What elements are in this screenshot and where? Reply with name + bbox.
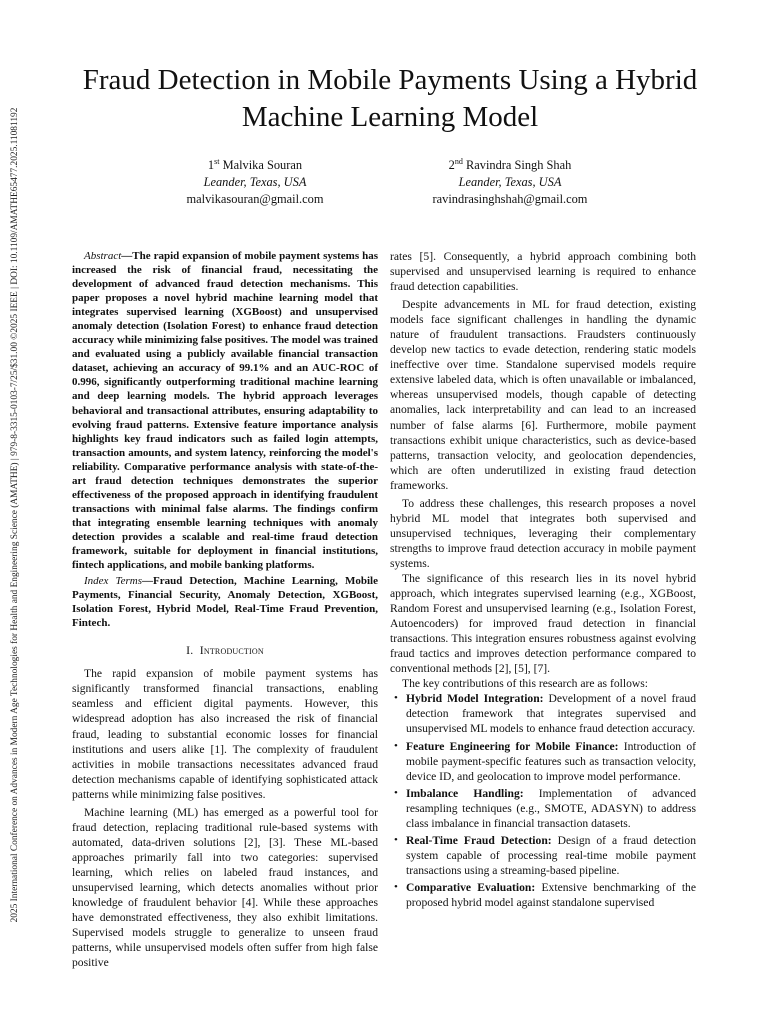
bullet-icon: •	[394, 739, 398, 752]
list-item	[390, 691, 696, 736]
author-ordinal: 2	[448, 158, 455, 173]
author-email: ravindrasinghshah@gmail.com	[432, 192, 588, 207]
author-affiliation: Leander, Texas, USA	[458, 175, 562, 190]
contribution-text: Design of a fraud detection system capable of processing real-time mobile payment transactions using a streaming-based pipeline.	[406, 833, 697, 877]
index-terms	[72, 574, 378, 630]
abstract	[72, 249, 378, 572]
contribution-label: Hybrid Model Integration:	[406, 692, 544, 706]
section-number: I.	[186, 643, 194, 658]
author-name-text: Malvika Souran	[222, 158, 303, 173]
bullet-icon: •	[394, 880, 398, 893]
abstract-lead: Abstract	[84, 250, 122, 262]
contribution-label: Feature Engineering for Mobile Finance:	[406, 739, 619, 753]
contributions-list	[390, 691, 696, 910]
body-paragraph: To address these challenges, this research proposes a novel hybrid ML model that integrates both supervised and unsupervised techniques, leveraging their complementary strengths to improve fraud detection accuracy in mobile payment systems.	[390, 496, 696, 570]
author-ordinal-suffix: st	[214, 157, 220, 166]
contribution-text: Implementation of advanced resampling techniques (e.g., SMOTE, ADASYN) to address class imbalance in financial transaction datasets.	[406, 786, 696, 830]
list-item	[390, 739, 696, 784]
list-item	[390, 880, 696, 910]
body-paragraph: rates [5]. Consequently, a hybrid approach combining both supervised and unsupervised learning is required to enhance fraud detection capabilities.	[390, 250, 696, 294]
body-paragraph: The key contributions of this research are as follows:	[402, 677, 648, 691]
copyright-side-note	[4, 60, 30, 970]
author-email: malvikasouran@gmail.com	[186, 192, 324, 207]
author-block-1	[125, 153, 385, 208]
bullet-icon: •	[394, 692, 398, 705]
contribution-label: Imbalance Handling:	[406, 786, 524, 800]
author-name	[380, 153, 640, 174]
abstract-text: —The rapid expansion of mobile payment systems has increased the risk of financial fraud, necessitating the development of advanced fraud detection mechanisms. This paper proposes a novel hybrid machine learning model that integrates supervised learning (XGBoost) and unsupervised anomaly detection (Isolation Forest) to enhance fraud detection accuracy while minimizing false positives. The model was trained and evaluated using a publicly available financial transaction dataset, achieving an accuracy of 99.1% and an AUC-ROC of 0.996, significantly outperforming traditional machine learning and deep learning models. The hybrid approach leverages behavioral and transactional attributes, ensuring adaptability to evolving fraud patterns. Extensive feature importance analysis highlights key fraud indicators such as failed login attempts, transaction amounts, and system latency, reinforcing the model's reliability. Comparative performance analysis with state-of-the-art fraud detection techniques demonstrates the superior effectiveness of the proposed approach in identifying fraudulent transactions with minimal false alarms. The findings confirm that integrating ensemble learning techniques with anomaly detection provides a scalable and real-time fraud detection framework, suitable for deployment in financial institutions, fintech applications, and mobile banking platforms.	[72, 250, 378, 572]
bullet-icon: •	[394, 786, 398, 799]
author-ordinal-suffix: nd	[454, 157, 463, 166]
list-item	[390, 786, 696, 831]
list-item	[390, 833, 696, 878]
section-title: Introduction	[199, 643, 264, 658]
body-paragraph: The significance of this research lies in its novel hybrid approach, which integrates supervised learning (e.g., XGBoost, Random Forest and unsupervised learning (e.g., Isolation Forest, Autoencoders) for improved fraud detection in financial transactions. This integration ensures robustness against evolving fraud tactics and improves detection performance compared to conventional methods [2], [5], [7].	[390, 571, 696, 676]
index-terms-lead: Index Terms	[84, 575, 142, 588]
body-paragraph: Machine learning (ML) has emerged as a powerful tool for fraud detection, replacing traditional rule-based systems with automated, data-driven solutions [2], [3]. These ML-based approaches primarily fall into two categories: supervised learning, which relies on labeled fraud instances, and unsupervised learning, which detects anomalies without prior knowledge of fraudulent behavior [4]. While these approaches have demonstrated effectiveness, they also exhibit limitations. Supervised models struggle to generalize to unseen fraud patterns, while unsupervised models often suffer from high false positive	[72, 805, 378, 970]
left-column	[72, 249, 378, 970]
author-name-text: Ravindra Singh Shah	[465, 158, 572, 173]
body-paragraph: The rapid expansion of mobile payment systems has significantly transformed financial transactions, enabling seamless and efficient digital payments. However, this widespread adoption has also increased the risk of financial fraud, leading to substantial economic losses for financial institutions and users alike [1]. The complexity of fraudulent activities in mobile transactions necessitates advanced fraud detection mechanisms capable of identifying sophisticated attack patterns while minimizing false positives.	[72, 667, 378, 801]
contribution-text: Extensive benchmarking of the proposed hybrid model against standalone supervised	[406, 880, 697, 909]
index-terms-text: —Fraud Detection, Machine Learning, Mobile Payments, Financial Security, Anomaly Detection, XGBoost, Isolation Forest, Hybrid Model, Real-Time Fraud Prevention, Fintech.	[72, 575, 378, 630]
body-paragraph: Despite advancements in ML for fraud detection, existing models face significant challenges in handling the dynamic nature of fraudulent transactions. Fraudsters continuously develop new tactics to evade detection, rendering static models ineffective over time. Standalone supervised models require extensive labeled data, which is often unavailable or imbalanced, whereas unsupervised models, though capable of detecting anomalies, lack interpretability and can lead to an increased number of false alarms [6]. Furthermore, mobile payment transactions exhibit unique characteristics, such as device-based patterns, transaction velocity, and geolocation dependencies, which are often underutilized in existing fraud detection frameworks.	[390, 298, 696, 492]
bullet-icon: •	[394, 833, 398, 846]
author-name	[125, 153, 385, 174]
contribution-text: Development of a novel fraud detection framework that integrates supervised and unsupervised ML models to enhance fraud detection accuracy.	[406, 692, 696, 736]
author-block-2	[380, 153, 640, 208]
contribution-label: Real-Time Fraud Detection:	[406, 833, 552, 847]
copyright-text: 2025 International Conference on Advances in Modern Age Technologies for Health and Engineering Science (AMATHE) | 979-8-3315-0103-7/25/$31.00 ©2025 IEEE | DOI: 10.1109/AMATHE65477.2025.11081192	[10, 107, 20, 923]
paper-title: Fraud Detection in Mobile Payments Using a Hybrid Machine Learning Model	[82, 64, 698, 133]
author-affiliation: Leander, Texas, USA	[203, 175, 307, 190]
section-heading	[72, 643, 378, 658]
right-column	[390, 249, 696, 912]
author-ordinal: 1	[207, 158, 215, 173]
contribution-label: Comparative Evaluation:	[406, 880, 536, 894]
contribution-text: Introduction of mobile payment-specific features such as transaction velocity, device ID, and geolocation to improve model performance.	[406, 739, 696, 783]
